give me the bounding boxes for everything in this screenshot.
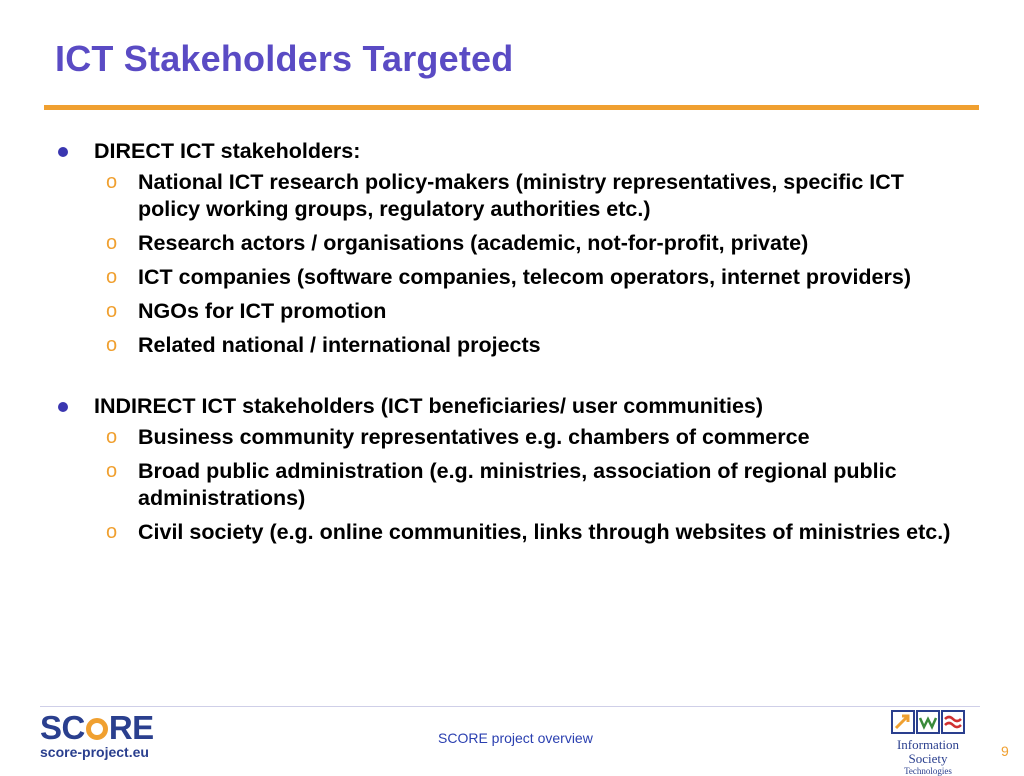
sub-bullet-text: National ICT research policy-makers (ministry representatives, specific ICT policy working groups, regulatory authorities etc.)	[138, 170, 904, 221]
bullet-item	[0, 138, 1024, 165]
sub-bullet-icon: o	[106, 171, 118, 193]
logo-text-start: SC	[40, 709, 85, 746]
sub-bullet-item	[0, 332, 1024, 359]
sub-bullet-icon: o	[106, 334, 118, 356]
sub-bullet-icon: o	[106, 460, 118, 482]
page-number: 9	[1001, 743, 1009, 759]
sub-bullet-item	[0, 230, 1024, 257]
sub-bullet-item	[0, 458, 1024, 512]
sub-bullet-icon: o	[106, 300, 118, 322]
sub-bullet-list	[0, 424, 1024, 546]
bullet-item	[0, 393, 1024, 420]
sub-bullet-item	[0, 519, 1024, 546]
logo-text-end: RE	[108, 709, 154, 746]
section-heading: INDIRECT ICT stakeholders (ICT beneficiaries/ user communities)	[94, 394, 764, 418]
sub-bullet-item	[0, 169, 1024, 223]
ist-name: Information Society	[896, 737, 960, 766]
sub-bullet-text: ICT companies (software companies, telecom operators, internet providers)	[138, 265, 912, 289]
sub-bullet-text: Civil society (e.g. online communities, links through websites of ministries etc.)	[138, 520, 951, 544]
sub-bullet-list	[0, 169, 1024, 359]
sub-bullet-icon: o	[106, 266, 118, 288]
slide-title: ICT Stakeholders Targeted	[55, 38, 514, 79]
sub-bullet-icon: o	[106, 521, 118, 543]
ist-logo	[882, 710, 974, 776]
sub-bullet-item	[0, 264, 1024, 291]
logo-domain: score-project.eu	[40, 744, 149, 760]
sub-bullet-text: Broad public administration (e.g. ministries, association of regional public administrations)	[138, 459, 897, 510]
sub-bullet-item	[0, 298, 1024, 325]
logo-wordmark	[40, 709, 154, 746]
sub-bullet-text: Research actors / organisations (academic, not-for-profit, private)	[138, 231, 809, 255]
slide-content	[0, 138, 1024, 553]
score-logo	[40, 709, 154, 760]
indirect-stakeholders-section	[0, 393, 1024, 546]
title-underline	[44, 105, 979, 110]
footer-divider	[40, 706, 980, 707]
sub-bullet-text: Business community representatives e.g. chambers of commerce	[138, 425, 810, 449]
ist-sub: Technologies	[904, 766, 952, 776]
sub-bullet-text: NGOs for ICT promotion	[138, 299, 387, 323]
logo-ring-icon	[86, 718, 108, 740]
sub-bullet-icon: o	[106, 232, 118, 254]
sub-bullet-icon: o	[106, 426, 118, 448]
bullet-dot-icon	[58, 402, 68, 412]
sub-bullet-text: Related national / international projects	[138, 333, 541, 357]
section-heading: DIRECT ICT stakeholders:	[94, 139, 361, 163]
bullet-dot-icon	[58, 147, 68, 157]
sub-bullet-item	[0, 424, 1024, 451]
ist-emblem-icon	[891, 710, 965, 736]
direct-stakeholders-section	[0, 138, 1024, 359]
footer-caption: SCORE project overview	[438, 730, 593, 746]
